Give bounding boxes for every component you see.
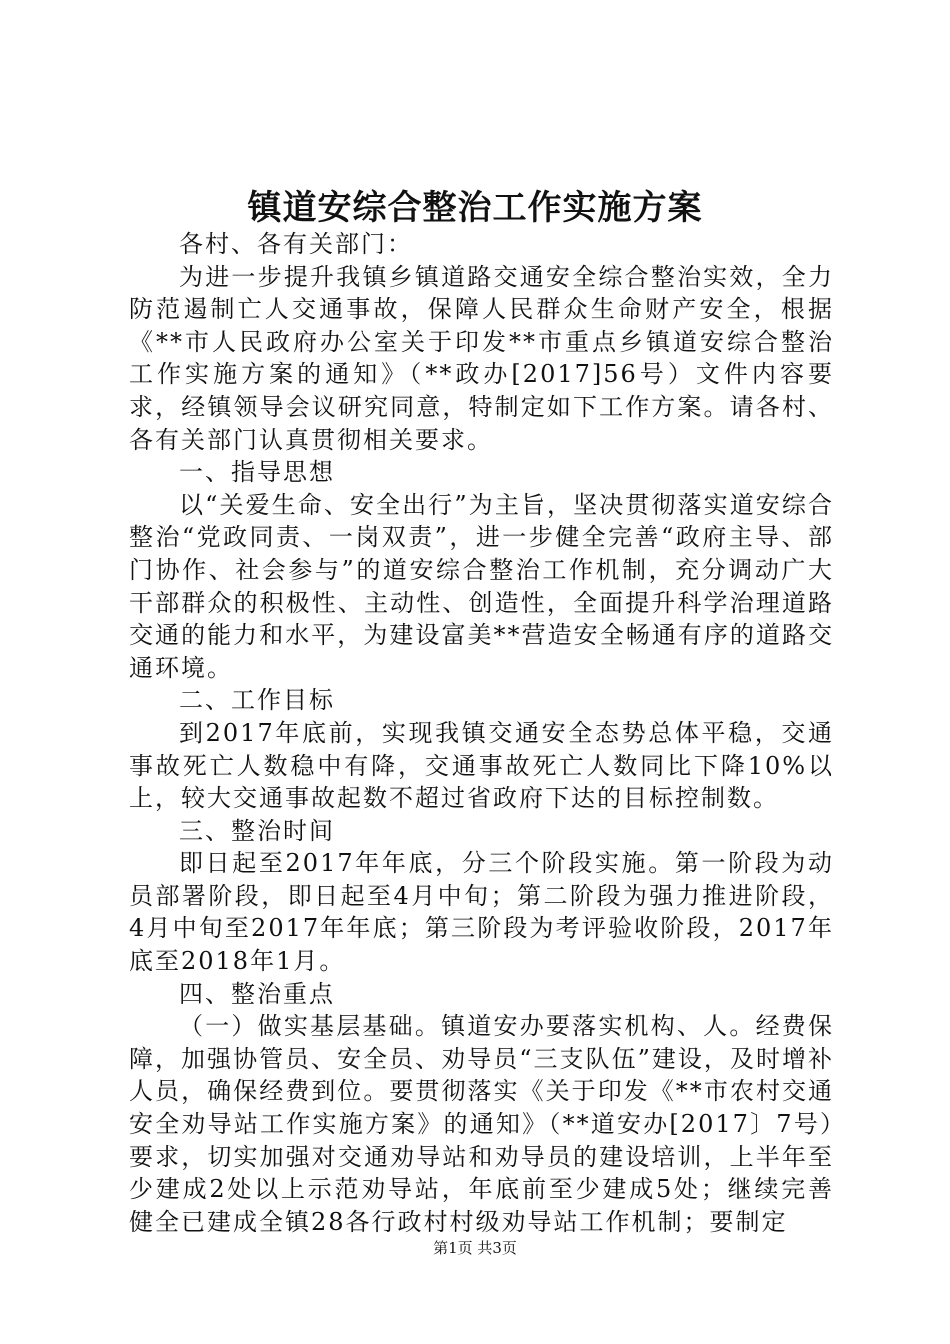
- document-title: 镇道安综合整治工作实施方案: [247, 188, 703, 228]
- section-heading-work-goals: 二、工作目标: [179, 686, 335, 715]
- page-number-footer: 第1页 共3页: [433, 1239, 517, 1257]
- section-heading-key-points: 四、整治重点: [179, 979, 335, 1008]
- section-paragraph-work-goals: 到2017年底前，实现我镇交通安全态势总体平稳，交通事故死亡人数稳中有降，交通事故死亡人数同比下降10%以上，较大交通事故起数不超过省政府下达的目标控制数。: [129, 718, 834, 813]
- section-heading-guiding-ideology: 一、指导思想: [179, 458, 335, 487]
- section-paragraph-guiding-ideology: 以“关爱生命、安全出行”为主旨，坚决贯彻落实道安综合整治“党政同责、一岗双责”，进一步健全完善“政府主导、部门协作、社会参与”的道安综合整治工作机制，充分调动广大干部群众的积极性、主动性、创造性，全面提升科学治理道路交通的能力和水平，为建设富美**营造安全畅通有序的道路交通环境。: [129, 490, 834, 682]
- intro-paragraph: 为进一步提升我镇乡镇道路交通安全综合整治实效，全力防范遏制亡人交通事故，保障人民群众生命财产安全，根据《**市人民政府办公室关于印发**市重点乡镇道安综合整治工作实施方案的通知》（**政办[2017]56号）文件内容要求，经镇领导会议研究同意，特制定如下工作方案。请各村、各有关部门认真贯彻相关要求。: [129, 262, 834, 454]
- salutation: 各村、各有关部门：: [179, 230, 413, 258]
- section-paragraph-schedule: 即日起至2017年年底，分三个阶段实施。第一阶段为动员部署阶段，即日起至4月中旬；第二阶段为强力推进阶段，4月中旬至2017年年底；第三阶段为考评验收阶段，2017年底至2018年1月。: [129, 849, 834, 976]
- section-paragraph-key-points: （一）做实基层基础。镇道安办要落实机构、人。经费保障，加强协管员、安全员、劝导员“三支队伍”建设，及时增补人员，确保经费到位。要贯彻落实《关于印发《**市农村交通安全劝导站工作实施方案》的通知》（**道安办[2017〕7号）要求，切实加强对交通劝导站和劝导员的建设培训，上半年至少建成2处以上示范劝导站，年底前至少建成5处；继续完善健全已建成全镇28各行政村村级劝导站工作机制；要制定: [129, 1012, 834, 1236]
- section-heading-schedule: 三、整治时间: [179, 816, 335, 845]
- document-body: [129, 228, 834, 1238]
